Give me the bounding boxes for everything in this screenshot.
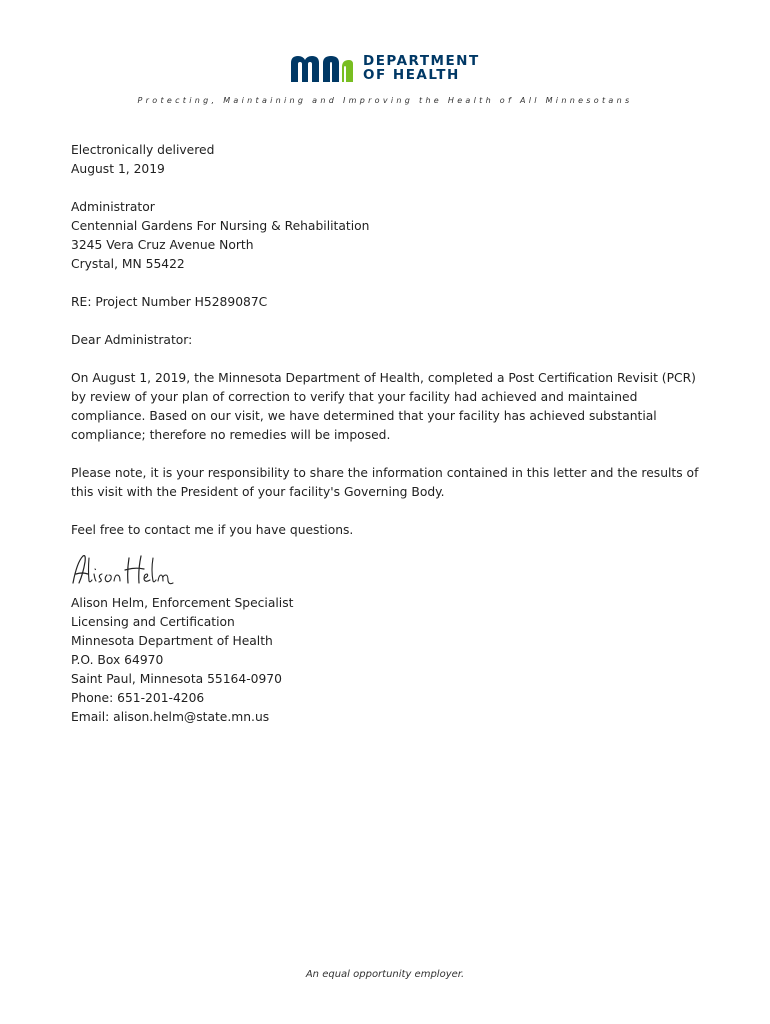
sender-line: Licensing and Certification bbox=[71, 615, 235, 629]
logo-line-1: DEPARTMENT bbox=[363, 53, 480, 69]
recipient-line: Centennial Gardens For Nursing & Rehabilitation bbox=[71, 219, 370, 233]
recipient-address bbox=[71, 198, 701, 274]
letter-body bbox=[71, 141, 701, 746]
recipient-line: 3245 Vera Cruz Avenue North bbox=[71, 238, 254, 252]
sender-line: Phone: 651-201-4206 bbox=[71, 691, 205, 705]
sender-line: P.O. Box 64970 bbox=[71, 653, 164, 667]
mdh-logo bbox=[289, 53, 480, 83]
re-line: RE: Project Number H5289087C bbox=[71, 295, 268, 309]
handwritten-signature bbox=[69, 550, 179, 590]
sender-line: Saint Paul, Minnesota 55164-0970 bbox=[71, 672, 282, 686]
recipient-line: Administrator bbox=[71, 200, 155, 214]
footer-note: An equal opportunity employer. bbox=[305, 969, 465, 980]
sender-line: Minnesota Department of Health bbox=[71, 634, 273, 648]
salutation: Dear Administrator: bbox=[71, 333, 193, 347]
delivery-block bbox=[71, 141, 701, 179]
sender-email: Email: alison.helm@state.mn.us bbox=[71, 710, 270, 724]
tagline: Protecting, Maintaining and Improving the Health of All Minnesotans bbox=[137, 96, 633, 105]
letter-date: August 1, 2019 bbox=[71, 162, 165, 176]
mn-logo-icon bbox=[289, 53, 355, 83]
body-paragraph: Please note, it is your responsibility to share the information contained in this letter and the results of this visit with the President of your facility's Governing Body. bbox=[71, 466, 699, 499]
body-paragraph: Feel free to contact me if you have questions. bbox=[71, 523, 354, 537]
delivery-method: Electronically delivered bbox=[71, 143, 215, 157]
sender-signature-block bbox=[71, 594, 701, 727]
logo-wordmark bbox=[363, 54, 480, 82]
recipient-line: Crystal, MN 55422 bbox=[71, 257, 185, 271]
logo-line-2: OF HEALTH bbox=[363, 67, 460, 83]
body-paragraph: On August 1, 2019, the Minnesota Department of Health, completed a Post Certification Revisit (PCR) by review of your plan of correction to verify that your facility had achieved and maintained compliance. Based on our visit, we have determined that your facility has achieved substantial compliance; therefore no remedies will be imposed. bbox=[71, 371, 696, 442]
sender-line: Alison Helm, Enforcement Specialist bbox=[71, 596, 294, 610]
